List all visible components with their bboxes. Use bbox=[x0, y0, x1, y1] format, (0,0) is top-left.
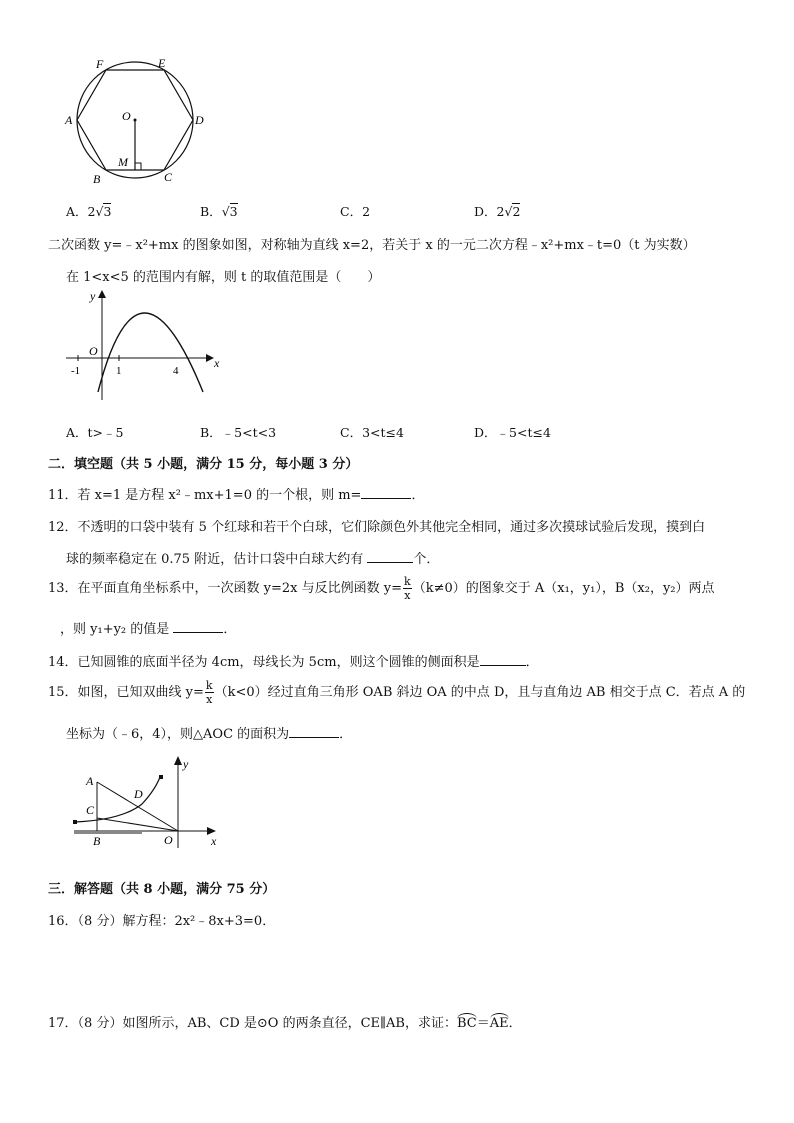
label-m: M bbox=[118, 155, 128, 169]
sqrt-icon: √ bbox=[504, 204, 513, 219]
fig-label-c: C bbox=[86, 803, 95, 817]
arc-bc: BC bbox=[457, 1013, 477, 1031]
q10-option-c: C．3<t≤4 bbox=[340, 425, 404, 440]
q10-line2: 在 1<x<5 的范围内有解，则 t 的取值范围是（ ） bbox=[66, 270, 381, 285]
side-oc bbox=[97, 818, 178, 831]
y-axis-arrow bbox=[98, 290, 106, 298]
sqrt-icon: √ bbox=[95, 204, 104, 219]
section-3-heading: 三．解答题（共 8 小题，满分 75 分） bbox=[48, 882, 276, 897]
graph-tick-4: 4 bbox=[173, 365, 179, 377]
sqrt-icon: √ bbox=[221, 204, 230, 219]
q15-line2: 坐标为（﹣6，4），则△AOC 的面积为 ． bbox=[66, 727, 353, 742]
center-dot bbox=[134, 119, 137, 122]
q9-option-c: C．2 bbox=[340, 204, 371, 219]
hexagon-circle-figure bbox=[60, 52, 220, 187]
fig-label-b: B bbox=[93, 834, 101, 848]
q12-answer-blank bbox=[367, 550, 413, 563]
x-axis-arrow bbox=[206, 354, 214, 362]
q13-line1: 13．在平面直角坐标系中，一次函数 y=2x 与反比例函数 y= $\frac{k}{x}$ （k≠0）的图象交于 A（x₁，y₁），B（x₂，y₂）两点 bbox=[48, 575, 715, 602]
label-f: F bbox=[96, 57, 104, 71]
q14: 14．已知圆锥的底面半径为 4cm，母线长为 5cm，则这个圆锥的侧面积是 ． bbox=[48, 655, 539, 670]
graph-x-label: x bbox=[214, 356, 220, 370]
label-a: A bbox=[65, 113, 73, 127]
q10-option-b: B．﹣5<t<3 bbox=[200, 425, 277, 440]
fig-label-x: x bbox=[211, 834, 217, 848]
q12-line2: 球的频率稳定在 0.75 附近，估计口袋中白球大约有 个． bbox=[66, 552, 440, 567]
label-o: O bbox=[122, 109, 131, 123]
q11-answer-blank bbox=[361, 486, 411, 499]
graph-origin-label: O bbox=[89, 344, 98, 358]
q10-option-a: A．t>﹣5 bbox=[66, 425, 124, 440]
fig-label-a: A bbox=[86, 774, 94, 788]
q16: 16．（8 分）解方程：2x²﹣8x+3=0． bbox=[48, 914, 276, 929]
q11: 11．若 x=1 是方程 x²﹣mx+1=0 的一个根，则 m= ． bbox=[48, 488, 425, 503]
graph-tick-1: 1 bbox=[116, 365, 122, 377]
q10-line1: 二次函数 y=﹣x²+mx 的图象如图，对称轴为直线 x=2，若关于 x 的一元二次方程﹣x²+mx﹣t=0（t 为实数） bbox=[48, 238, 696, 253]
q9-option-d: D．2√2 bbox=[474, 204, 521, 219]
arc-ae: AE bbox=[490, 1013, 509, 1031]
graph-tick-neg1: -1 bbox=[71, 365, 81, 377]
q13-line2: ，则 y₁+y₂ 的值是 ． bbox=[60, 622, 237, 637]
right-angle-mark bbox=[135, 163, 141, 170]
q12-line1: 12．不透明的口袋中装有 5 个红球和若干个白球，它们除颜色外其他完全相同，通过多次摸球试验后发现，摸到白 bbox=[48, 520, 706, 535]
fig-label-d: D bbox=[134, 787, 143, 801]
parabola-graph bbox=[62, 284, 232, 404]
label-d: D bbox=[195, 113, 204, 127]
label-e: E bbox=[158, 56, 166, 70]
q15-line1: 15．如图，已知双曲线 y= $\frac{k}{x}$ （k<0）经过直角三角形 OAB 斜边 OA 的中点 D，且与直角边 AB 相交于点 C．若点 A 的 bbox=[48, 679, 746, 706]
q14-answer-blank bbox=[480, 653, 526, 666]
section-2-heading: 二．填空题（共 5 小题，满分 15 分，每小题 3 分） bbox=[48, 457, 359, 472]
label-c: C bbox=[164, 170, 173, 184]
graph-y-label: y bbox=[90, 289, 96, 303]
hyperbola-triangle-figure bbox=[62, 752, 232, 852]
parabola-curve bbox=[98, 313, 203, 392]
q13-answer-blank bbox=[173, 620, 223, 633]
q9-option-b: B．√3 bbox=[200, 204, 238, 219]
y-axis-arrow bbox=[174, 756, 182, 765]
q15-answer-blank bbox=[289, 725, 339, 738]
fig-label-o: O bbox=[164, 833, 173, 847]
q17: 17．（8 分）如图所示，AB、CD 是⊙O 的两条直径，CE∥AB，求证：BC＝AE． bbox=[48, 1012, 522, 1031]
fig-label-y: y bbox=[183, 757, 189, 771]
q9-option-a: A．2√3 bbox=[66, 204, 112, 219]
q10-option-d: D．﹣5<t≤4 bbox=[474, 425, 551, 440]
label-b: B bbox=[93, 172, 101, 186]
